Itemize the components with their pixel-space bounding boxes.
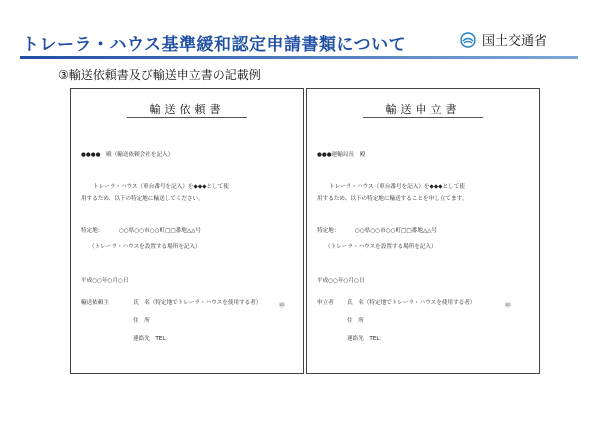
doc-title: 輸送申立書 xyxy=(385,103,461,116)
body-line-2: 用するため、以下の特定地に輸送することを申し立てます。 xyxy=(317,196,468,202)
section-subtitle: ③輸送依頼書及び輸送申立書の記載例 xyxy=(58,68,261,82)
transport-declaration-form xyxy=(306,88,540,374)
name-line: 氏 名（特定地でトレーラ・ハウスを使用する者） xyxy=(347,300,476,306)
body-line-2: 用するため、以下の特定地に輸送してください。 xyxy=(81,196,204,202)
mlit-logo-icon xyxy=(460,32,476,48)
doc-title-underline xyxy=(127,117,247,118)
ministry-name: 国土交通省 xyxy=(482,34,548,49)
site-address: ○○県○○市○○町□□番地△△号 xyxy=(119,228,202,234)
doc-title: 輸送依頼書 xyxy=(149,103,225,116)
body-line-1: トレーラ・ハウス（車台番号を記入）を◆◆◆として使 xyxy=(329,184,465,190)
page-title: トレーラ・ハウス基準緩和認定申請書類について xyxy=(22,35,407,55)
name-line: 氏 名（特定地でトレーラ・ハウスを使用する者） xyxy=(133,300,262,306)
seal-mark: ㊞ xyxy=(505,303,511,309)
site-address: ○○県○○市○○町□□番地△△号 xyxy=(355,228,438,234)
contact-label: 連絡先 TEL： xyxy=(347,336,386,342)
seal-mark: ㊞ xyxy=(279,303,285,309)
address-label: 住 所 xyxy=(347,318,364,324)
date: 平成○○年○月○日 xyxy=(81,278,129,284)
address-label: 住 所 xyxy=(133,318,150,324)
contact-label: 連絡先 TEL： xyxy=(133,336,172,342)
date: 平成○○年○月○日 xyxy=(317,278,365,284)
addressee: ●●●運輸局長 殿 xyxy=(317,152,366,158)
applicant-label: 申立者 xyxy=(317,300,334,306)
transport-request-form xyxy=(70,88,304,374)
addressee: ●●●● 殿（輸送依頼会社を記入） xyxy=(81,152,174,158)
body-line-1: トレーラ・ハウス（車台番号を記入）を◆◆◆として使 xyxy=(93,184,229,190)
site-note: （トレーラ・ハウスを設置する場所を記入） xyxy=(325,244,437,250)
title-underline xyxy=(20,56,578,59)
page-header xyxy=(0,0,600,62)
site-label: 特定地： xyxy=(317,228,340,234)
doc-title-underline xyxy=(363,117,483,118)
site-note: （トレーラ・ハウスを設置する場所を記入） xyxy=(89,244,201,250)
site-label: 特定地： xyxy=(81,228,104,234)
ministry-badge xyxy=(460,30,547,49)
requester-label: 輸送依頼主 xyxy=(81,300,109,306)
